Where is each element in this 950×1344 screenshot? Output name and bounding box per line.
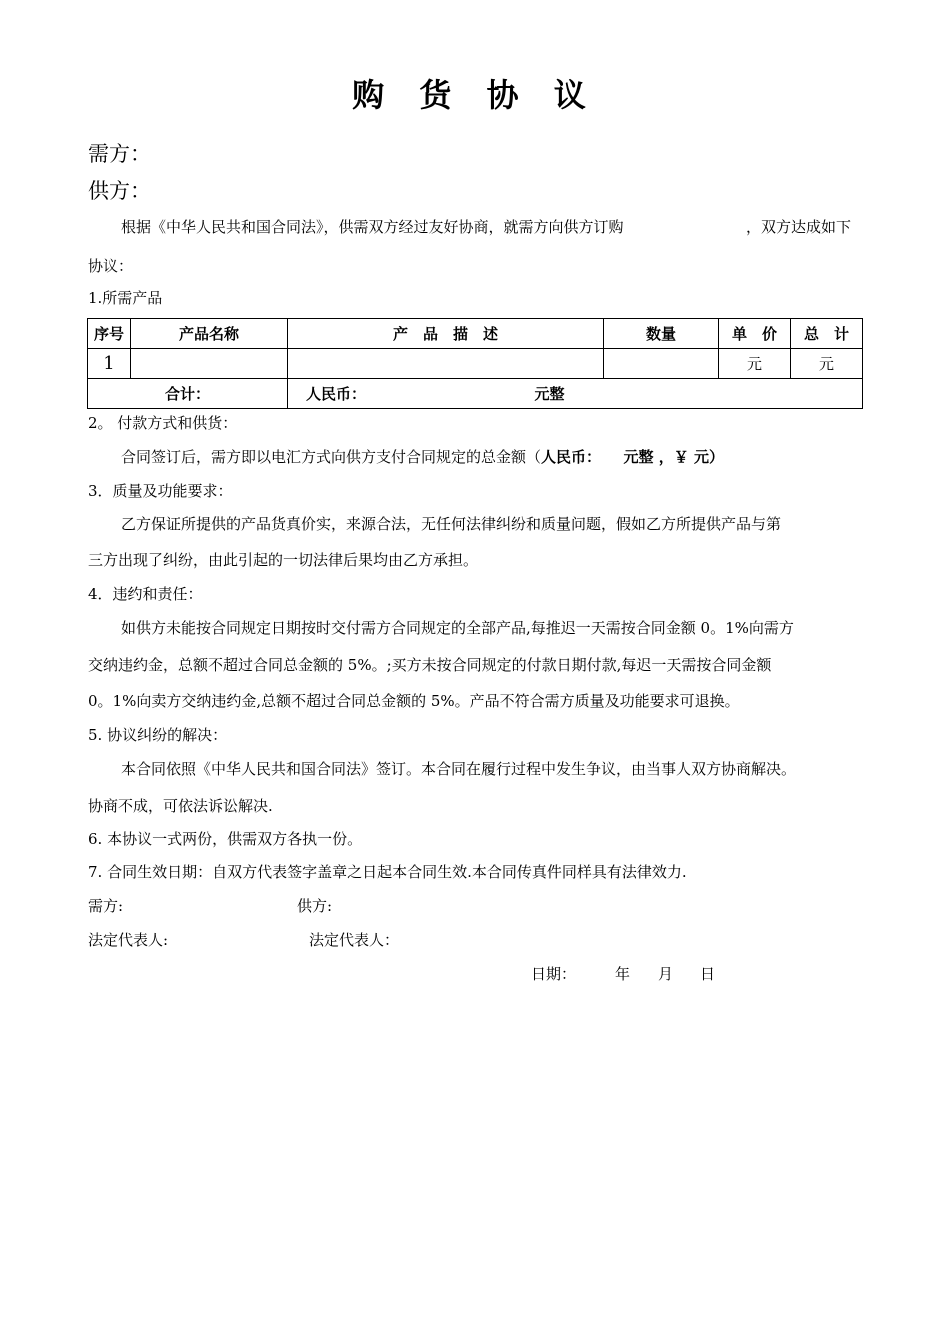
signature-date-month: 月 xyxy=(658,965,674,983)
signature-date-day: 日 xyxy=(700,965,716,983)
row-index: 1 xyxy=(88,349,131,379)
section4-line1: 如供方未能按合同规定日期按时交付需方合同规定的全部产品,每推迟一天需按合同金额 0。1%向需方 xyxy=(121,619,794,637)
section3-heading: 3．质量及功能要求： xyxy=(88,482,233,500)
row-total: 元 xyxy=(791,349,863,379)
section1-heading: 1.所需产品 xyxy=(88,289,163,307)
signature-supplier-rep: 法定代表人： xyxy=(309,931,400,949)
section3-line2: 三方出现了纠纷，由此引起的一切法律后果均由乙方承担。 xyxy=(88,551,479,569)
section3-line1: 乙方保证所提供的产品货真价实，来源合法，无任何法律纠纷和质量问题，假如乙方所提供产品与第 xyxy=(121,515,782,533)
section5-line1: 本合同依照《中华人民共和国合同法》签订。本合同在履行过程中发生争议，由当事人双方协商解决。 xyxy=(121,760,797,778)
total-rmb-suffix: 元整 xyxy=(534,385,565,403)
header-quantity: 数量 xyxy=(604,319,719,349)
signature-date-label: 日期： xyxy=(531,965,577,983)
table-total-row xyxy=(88,379,863,409)
section2-body: 合同签订后，需方即以电汇方式向供方支付合同规定的总金额（ xyxy=(121,448,542,466)
section4-line2: 交纳违约金，总额不超过合同总金额的 5%。;买方未按合同规定的付款日期付款,每迟一天需按合同金额 xyxy=(88,656,772,674)
total-label: 合计： xyxy=(88,379,288,409)
header-product-name: 产品名称 xyxy=(131,319,288,349)
section2-amount: 人民币： 元整 ，￥ 元） xyxy=(541,448,724,466)
section5-line2: 协商不成，可依法诉讼解决. xyxy=(88,797,273,815)
section7-text: 7. 合同生效日期：自双方代表签字盖章之日起本合同生效.本合同传真件同样具有法律效力. xyxy=(88,863,687,881)
intro-text-part1: 根据《中华人民共和国合同法》，供需双方经过友好协商，就需方向供方订购 xyxy=(121,218,624,236)
total-rmb-cell xyxy=(288,379,863,409)
row-product-description xyxy=(288,349,604,379)
header-index: 序号 xyxy=(88,319,131,349)
section4-line3: 0。1%向卖方交纳违约金,总额不超过合同总金额的 5%。产品不符合需方质量及功能要求可退换。 xyxy=(88,692,740,710)
intro-text-part2: ，双方达成如下 xyxy=(746,218,852,236)
header-unit-price: 单 价 xyxy=(719,319,791,349)
table-header-row xyxy=(88,319,863,349)
signature-buyer-rep: 法定代表人: xyxy=(88,931,169,949)
products-table xyxy=(87,318,863,409)
header-product-description: 产 品 描 述 xyxy=(288,319,604,349)
signature-buyer: 需方: xyxy=(88,897,124,915)
section4-heading: 4．违约和责任： xyxy=(88,585,203,603)
supplier-label: 供方： xyxy=(88,179,151,203)
table-row xyxy=(88,349,863,379)
header-total: 总 计 xyxy=(791,319,863,349)
section2-text xyxy=(121,446,724,467)
signature-date-year: 年 xyxy=(615,965,631,983)
document-title: 购 货 协 议 xyxy=(352,76,598,114)
intro-text-part3: 协议： xyxy=(88,257,134,275)
section6-text: 6. 本协议一式两份，供需双方各执一份。 xyxy=(88,830,363,848)
section5-heading: 5. 协议纠纷的解决： xyxy=(88,726,228,744)
total-rmb-label: 人民币： xyxy=(306,385,367,403)
row-unit-price: 元 xyxy=(719,349,791,379)
signature-supplier: 供方: xyxy=(297,897,333,915)
row-quantity xyxy=(604,349,719,379)
buyer-label: 需方： xyxy=(88,142,151,166)
section2-heading: 2。 付款方式和供货： xyxy=(88,414,238,432)
row-product-name xyxy=(131,349,288,379)
